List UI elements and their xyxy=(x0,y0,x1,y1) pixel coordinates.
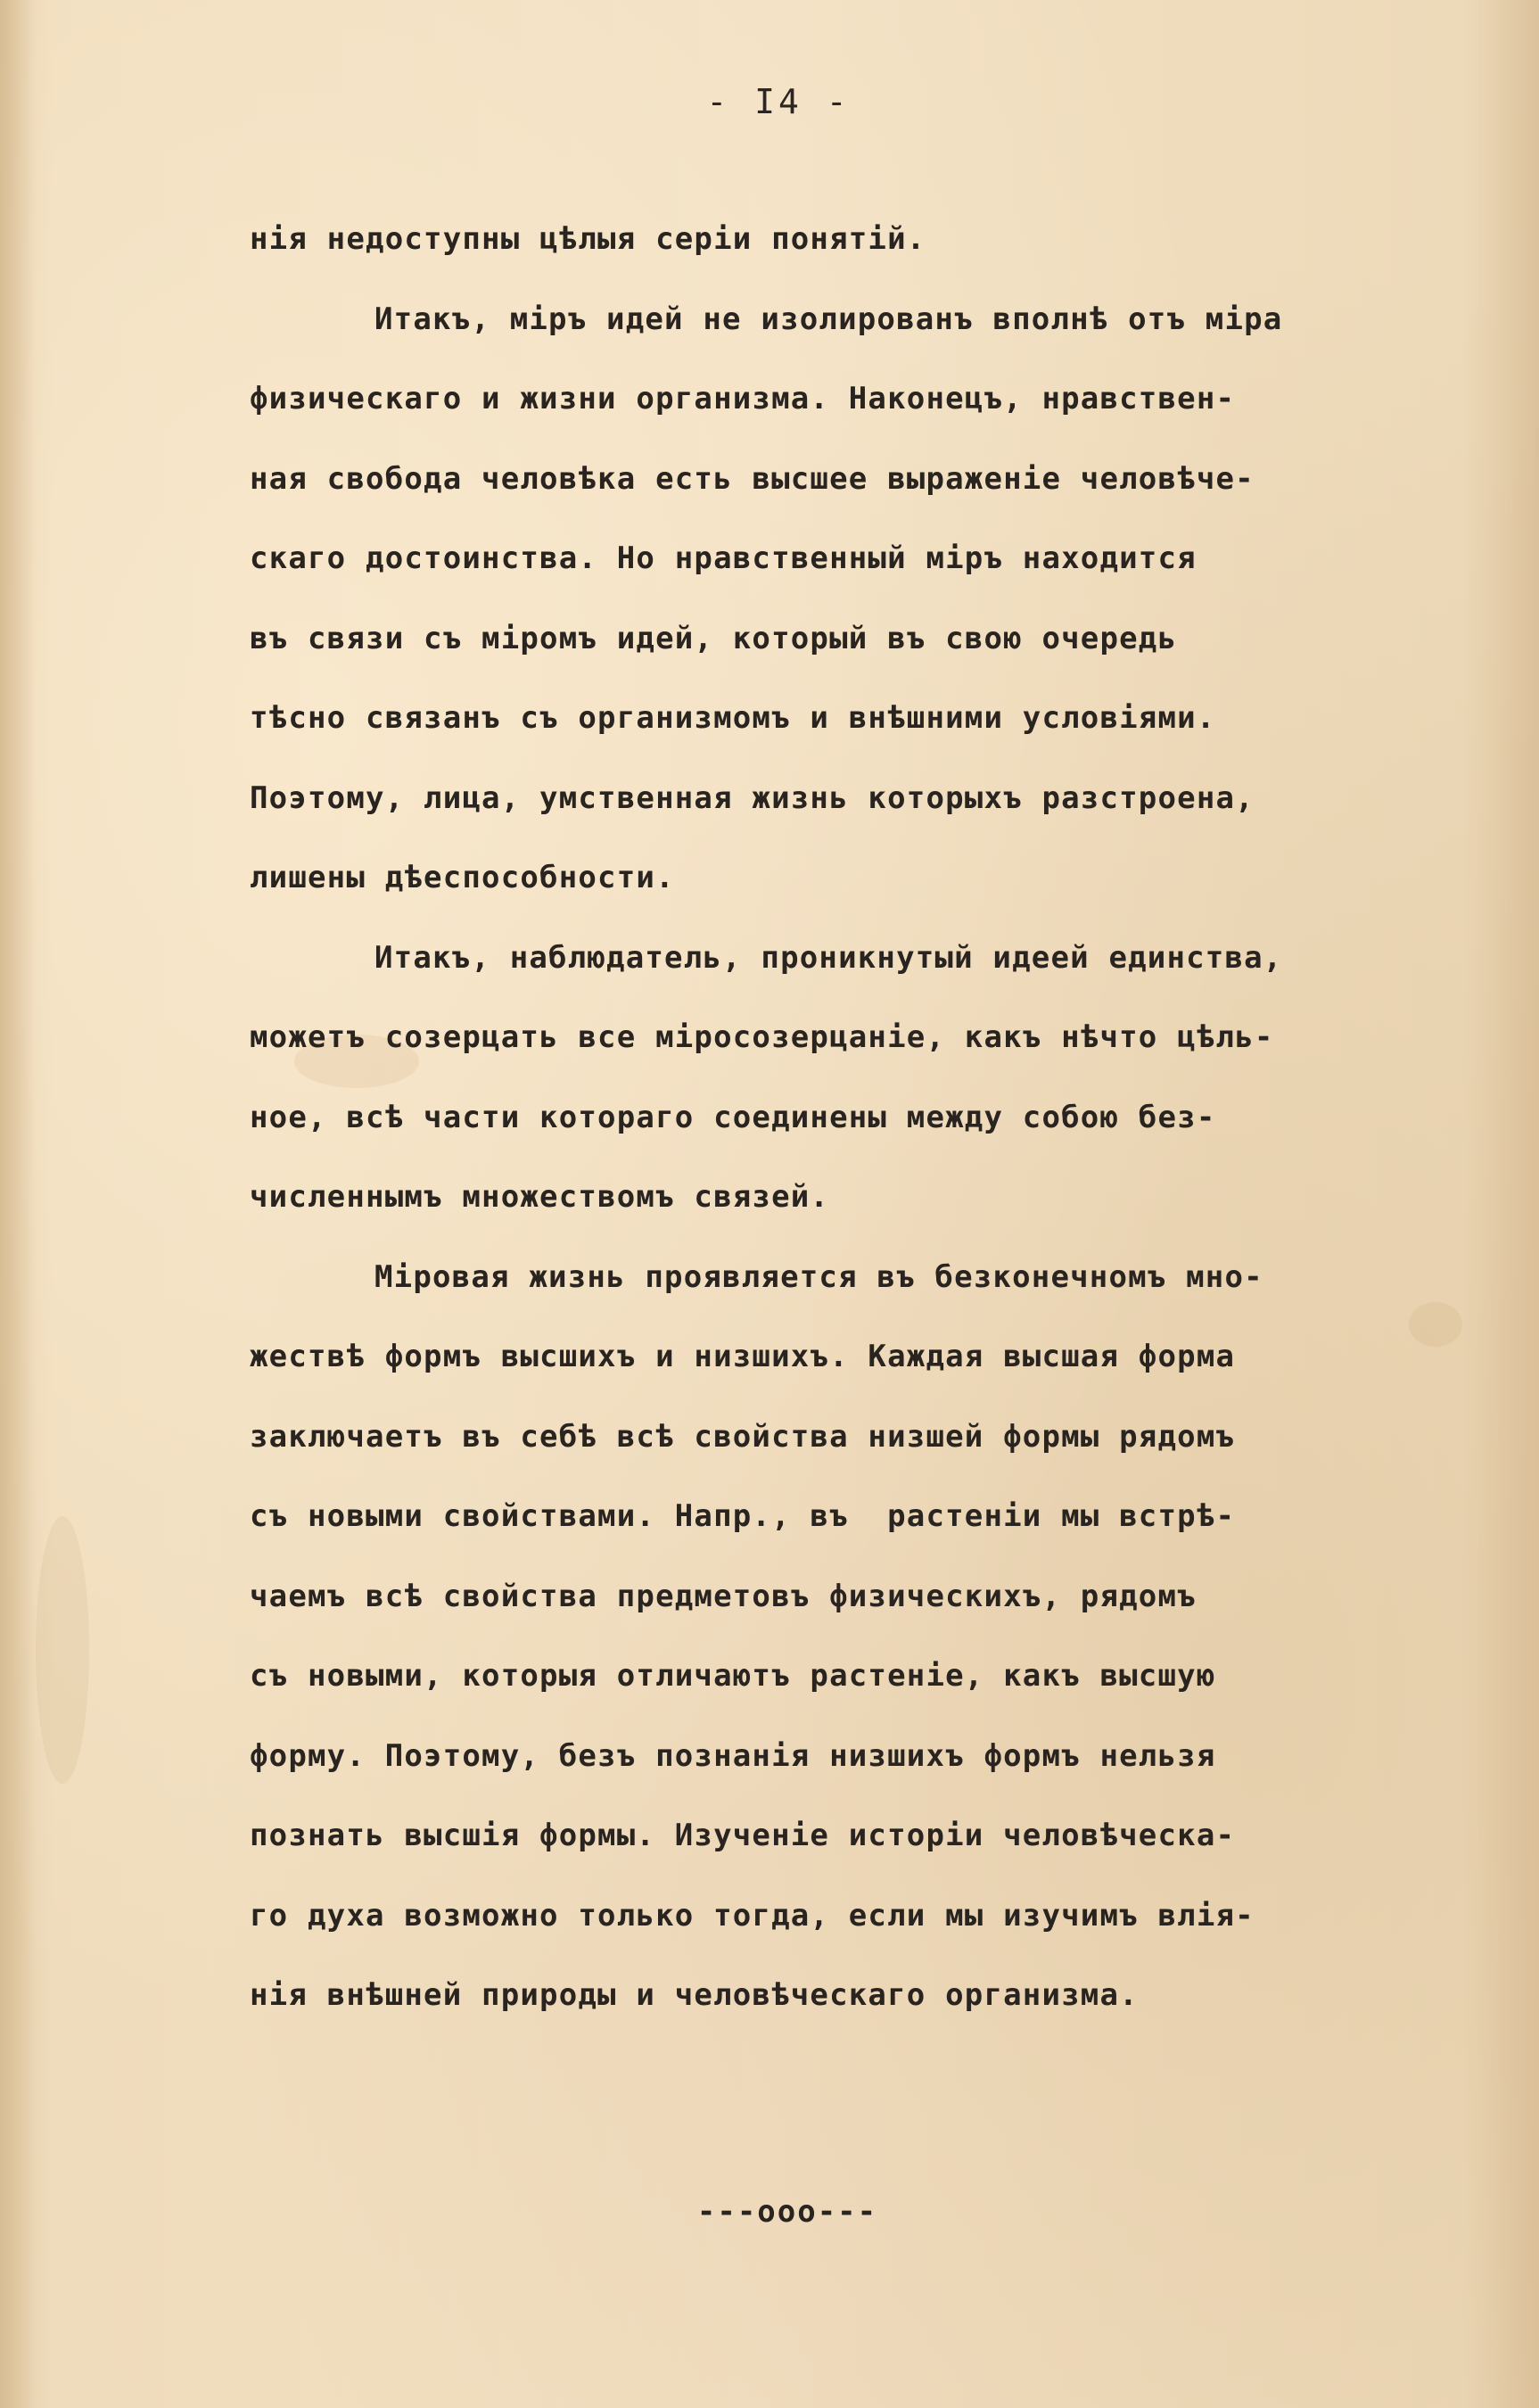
text-line: форму. Поэтому, безъ познанія низшихъ формъ нельзя xyxy=(250,1737,1216,1774)
text-line: скаго достоинства. Но нравственный міръ находится xyxy=(250,540,1197,576)
text-line: численнымъ множествомъ связей. xyxy=(250,1179,830,1215)
text-line: съ новыми свойствами. Напр., въ растеніи мы встрѣ- xyxy=(250,1498,1236,1534)
text-line: съ новыми, которыя отличаютъ растеніе, какъ высшую xyxy=(250,1658,1216,1694)
text-line: нія недоступны цѣлыя серіи понятій. xyxy=(250,221,926,257)
text-line: заключаетъ въ себѣ всѣ свойства низшей формы рядомъ xyxy=(250,1418,1236,1455)
typed-text-body xyxy=(250,200,1534,2036)
paper-edge-shadow xyxy=(0,0,36,2408)
text-line: нія внѣшней природы и человѣческаго организма. xyxy=(250,1977,1139,2013)
section-end-mark: ---ооо--- xyxy=(696,2194,878,2230)
page-number: - I4 - xyxy=(706,82,851,121)
text-line: тѣсно связанъ съ организмомъ и внѣшними условіями. xyxy=(250,700,1216,736)
text-line: жествѣ формъ высшихъ и низшихъ. Каждая высшая форма xyxy=(250,1339,1236,1374)
paragraph-start-line: Итакъ, наблюдатель, проникнутый идеей единства, xyxy=(374,939,1283,976)
paragraph-start-line: Итакъ, міръ идей не изолированъ вполнѣ отъ міра xyxy=(374,301,1283,337)
paper-stain xyxy=(36,1516,89,1784)
text-line: можетъ созерцать все міросозерцаніе, какъ нѣчто цѣль- xyxy=(250,1019,1274,1055)
paragraph-start-line: Міровая жизнь проявляется въ безконечномъ мно- xyxy=(374,1258,1263,1295)
text-line: ное, всѣ части котораго соединены между собою без- xyxy=(250,1099,1216,1135)
text-line: ная свобода человѣка есть высшее выраженіе человѣче- xyxy=(250,460,1255,497)
text-line: физическаго и жизни организма. Наконецъ, нравствен- xyxy=(250,381,1236,416)
text-line: Поэтому, лица, умственная жизнь которыхъ разстроена, xyxy=(250,779,1255,816)
text-line: лишены дѣеспособности. xyxy=(250,860,675,895)
text-line: познать высшія формы. Изученіе исторіи человѣческа- xyxy=(250,1818,1236,1853)
text-line: го духа возможно только тогда, если мы изучимъ влія- xyxy=(250,1897,1255,1934)
text-line: чаемъ всѣ свойства предметовъ физическихъ, рядомъ xyxy=(250,1578,1197,1614)
text-line: въ связи съ міромъ идей, который въ свою очередь xyxy=(250,620,1178,656)
